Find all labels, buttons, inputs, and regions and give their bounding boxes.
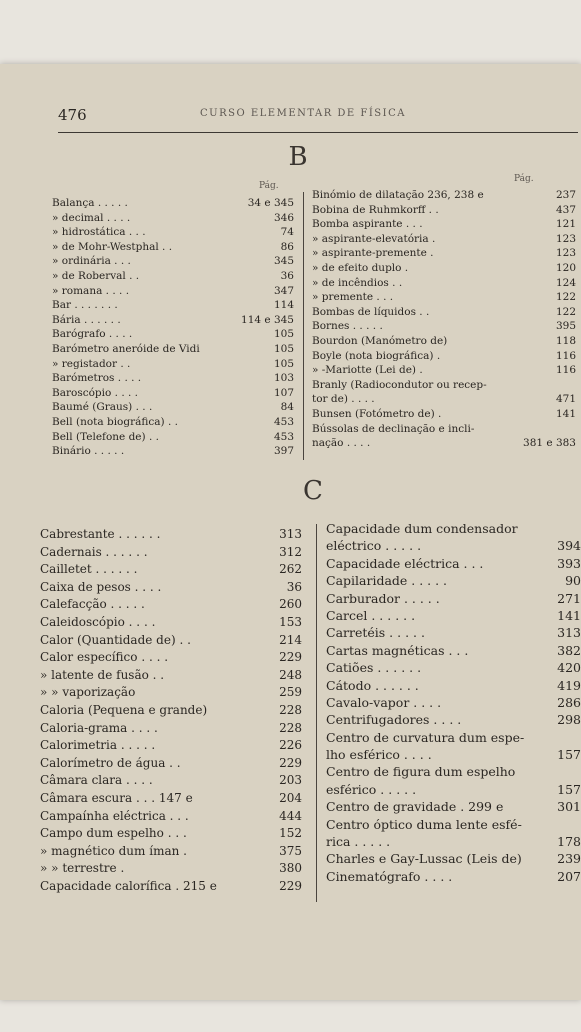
index-page-ref: 375 xyxy=(279,843,302,858)
index-term: Cailletet . . . . . . xyxy=(40,562,138,577)
index-term: Câmara clara . . . . xyxy=(40,773,153,788)
index-term: » magnético dum íman . xyxy=(40,843,187,858)
index-page-ref: 207 xyxy=(557,868,581,884)
index-page-ref: 345 xyxy=(273,255,294,268)
index-page-ref: 239 xyxy=(557,851,581,867)
index-entry xyxy=(312,363,576,378)
index-column-c-right xyxy=(326,520,581,885)
index-entry xyxy=(40,755,302,773)
index-term: Carburador . . . . . xyxy=(326,590,440,606)
index-entry xyxy=(326,781,581,798)
index-page-ref: 420 xyxy=(557,660,581,676)
index-term: » de Mohr-Westphal . . xyxy=(52,240,173,253)
index-term: Campo dum espelho . . . xyxy=(40,826,187,841)
index-term: » aspirante-premente . xyxy=(312,247,434,260)
index-entry xyxy=(312,261,576,276)
page-number: 476 xyxy=(58,106,87,124)
index-entry xyxy=(326,642,581,659)
index-entry xyxy=(326,624,581,641)
index-entry xyxy=(40,790,302,808)
index-term: Balança . . . . . xyxy=(52,197,128,209)
index-page-ref: 347 xyxy=(273,284,294,297)
index-term: Barómetro aneróide de Vidi xyxy=(52,342,200,355)
index-entry xyxy=(40,878,302,896)
index-entry xyxy=(52,415,294,430)
index-page-ref: 74 xyxy=(280,226,294,239)
index-term: » de Roberval . . xyxy=(52,269,140,282)
index-entry xyxy=(52,269,294,284)
index-entry xyxy=(52,371,294,386)
index-term: Calor específico . . . . xyxy=(40,650,169,665)
index-column-b-left xyxy=(52,196,294,459)
index-term: Bússolas de declinação e incli- xyxy=(312,422,475,435)
index-term: nação . . . . xyxy=(312,437,371,450)
index-page-ref: 346 xyxy=(273,211,294,224)
index-column-b-right xyxy=(312,188,576,451)
index-page-ref: 437 xyxy=(555,203,576,216)
index-term: » » terrestre . xyxy=(40,861,125,876)
index-page-ref: 36 xyxy=(280,269,294,282)
index-entry xyxy=(40,544,302,562)
index-page-ref: 214 xyxy=(279,632,302,647)
index-page-ref: 380 xyxy=(279,861,302,876)
index-term: esférico . . . . . xyxy=(326,781,417,797)
index-page-ref: 395 xyxy=(555,320,576,333)
index-entry xyxy=(52,400,294,415)
index-term: Campaínha eléctrica . . . xyxy=(40,808,189,823)
index-term: Cavalo-vapor . . . . xyxy=(326,694,442,710)
index-entry xyxy=(52,211,294,226)
index-term: Capacidade calorífica . 215 e xyxy=(40,878,217,893)
index-page-ref: 298 xyxy=(557,712,581,728)
index-entry xyxy=(312,436,576,451)
index-page-ref: 203 xyxy=(279,773,302,788)
index-entry xyxy=(326,590,581,607)
index-page-ref: 393 xyxy=(557,555,581,571)
index-term: » » vaporização xyxy=(40,685,136,700)
index-entry xyxy=(312,203,576,218)
index-term: Centrifugadores . . . . xyxy=(326,712,462,728)
index-entry xyxy=(326,868,581,885)
index-term: Caloria (Pequena e grande) xyxy=(40,702,208,717)
index-term: Bell (nota biográfica) . . xyxy=(52,415,178,428)
index-term: Binómio de dilatação 236, 238 e xyxy=(312,189,484,201)
index-page-ref: 271 xyxy=(557,590,581,606)
index-term: » registador . . xyxy=(52,357,131,370)
index-entry xyxy=(326,798,581,815)
index-page-ref: 105 xyxy=(273,357,294,370)
index-term: Bunsen (Fotómetro de) . xyxy=(312,407,442,420)
index-entry xyxy=(40,667,302,685)
index-entry xyxy=(40,825,302,843)
index-entry xyxy=(312,217,576,232)
index-page-ref: 397 xyxy=(273,445,294,458)
index-entry xyxy=(40,684,302,702)
index-term: Bell (Telefone de) . . xyxy=(52,430,159,443)
index-page-ref: 122 xyxy=(555,291,576,304)
index-term: Baumé (Graus) . . . xyxy=(52,401,153,414)
index-term: Bombas de líquidos . . xyxy=(312,305,430,318)
index-term: Catiões . . . . . . xyxy=(326,660,422,676)
index-term: » aspirante-elevatória . xyxy=(312,232,436,245)
index-page-ref: 84 xyxy=(280,401,294,414)
index-entry xyxy=(326,711,581,728)
index-page-ref: 382 xyxy=(557,642,581,658)
index-page-ref: 34 e 345 xyxy=(247,197,294,209)
index-term: Barógrafo . . . . xyxy=(52,328,133,341)
running-title: CURSO ELEMENTAR DE FÍSICA xyxy=(200,108,406,119)
index-entry xyxy=(40,579,302,597)
index-term: » hidrostática . . . xyxy=(52,226,146,239)
index-term: Centro de curvatura dum espe- xyxy=(326,729,525,745)
index-page-ref: 178 xyxy=(557,834,581,850)
index-entry xyxy=(312,246,576,261)
index-page-ref: 141 xyxy=(557,607,581,623)
index-entry xyxy=(40,614,302,632)
index-entry xyxy=(52,444,294,459)
index-entry xyxy=(326,677,581,694)
index-page-ref: 301 xyxy=(557,799,581,815)
index-entry xyxy=(326,520,581,537)
index-term: » de incêndios . . xyxy=(312,276,403,289)
index-entry xyxy=(52,313,294,328)
index-term: Calorimetria . . . . . xyxy=(40,738,156,753)
index-page-ref: 114 e 345 xyxy=(241,313,294,326)
index-page-ref: 226 xyxy=(279,738,302,753)
index-page-ref: 204 xyxy=(279,790,302,805)
index-page-ref: 157 xyxy=(557,747,581,763)
index-page-ref: 114 xyxy=(273,299,294,312)
index-term: » latente de fusão . . xyxy=(40,667,165,682)
index-entry xyxy=(40,526,302,544)
index-term: » premente . . . xyxy=(312,291,394,304)
index-page-ref: 248 xyxy=(279,667,302,682)
index-page-ref: 286 xyxy=(557,694,581,710)
index-entry xyxy=(312,290,576,305)
pag-label-right: Pág. xyxy=(514,174,534,184)
index-page-ref: 453 xyxy=(273,415,294,428)
index-entry xyxy=(326,607,581,624)
index-entry xyxy=(52,254,294,269)
index-page-ref: 90 xyxy=(565,573,581,589)
index-page-ref: 313 xyxy=(557,625,581,641)
index-page-ref: 124 xyxy=(555,276,576,289)
index-term: » de efeito duplo . xyxy=(312,261,409,274)
index-term: Capacidade eléctrica . . . xyxy=(326,555,484,571)
index-term: Cadernais . . . . . . xyxy=(40,544,148,559)
index-page-ref: 141 xyxy=(555,407,576,420)
index-entry xyxy=(40,720,302,738)
index-entry xyxy=(40,632,302,650)
index-page-ref: 229 xyxy=(279,878,302,893)
index-entry xyxy=(326,659,581,676)
index-entry xyxy=(52,342,294,357)
index-page-ref: 107 xyxy=(273,386,294,399)
index-page-ref: 419 xyxy=(557,677,581,693)
index-entry xyxy=(312,232,576,247)
index-term: Cartas magnéticas . . . xyxy=(326,642,469,658)
index-term: Bornes . . . . . xyxy=(312,320,383,333)
section-letter-c: C xyxy=(303,476,323,506)
index-page-ref: 121 xyxy=(555,218,576,231)
index-entry xyxy=(52,225,294,240)
index-term: rica . . . . . xyxy=(326,834,391,850)
index-entry xyxy=(326,833,581,850)
index-page-ref: 228 xyxy=(279,702,302,717)
index-page-ref: 123 xyxy=(555,247,576,260)
index-entry xyxy=(312,378,576,393)
index-entry xyxy=(40,843,302,861)
index-entry xyxy=(312,334,576,349)
index-term: Boyle (nota biográfica) . xyxy=(312,349,441,362)
index-entry xyxy=(312,349,576,364)
index-page-ref: 105 xyxy=(273,328,294,341)
index-page-ref: 86 xyxy=(280,240,294,253)
index-page-ref: 453 xyxy=(273,430,294,443)
index-page-ref: 152 xyxy=(279,826,302,841)
index-entry xyxy=(40,561,302,579)
index-term: Centro de gravidade . 299 e xyxy=(326,799,504,815)
index-term: Bobina de Ruhmkorff . . xyxy=(312,203,439,216)
index-term: Binário . . . . . xyxy=(52,445,125,458)
index-entry xyxy=(326,694,581,711)
index-page-ref: 471 xyxy=(555,393,576,406)
index-entry xyxy=(326,572,581,589)
index-term: Calefacção . . . . . xyxy=(40,597,145,612)
index-page-ref: 118 xyxy=(555,334,576,347)
index-term: Calor (Quantidade de) . . xyxy=(40,632,191,647)
index-page-ref: 36 xyxy=(286,579,302,594)
index-entry xyxy=(312,188,576,203)
index-page-ref: 444 xyxy=(279,808,302,823)
index-entry xyxy=(52,386,294,401)
index-entry xyxy=(326,746,581,763)
index-entry xyxy=(40,649,302,667)
index-page-ref: 116 xyxy=(555,364,576,377)
index-page-ref: 237 xyxy=(555,189,576,201)
index-page-ref: 122 xyxy=(555,305,576,318)
index-term: Caloria-grama . . . . xyxy=(40,720,158,735)
index-column-c-left xyxy=(40,526,302,895)
index-term: » romana . . . . xyxy=(52,284,130,297)
index-term: Bar . . . . . . . xyxy=(52,299,118,312)
index-entry xyxy=(326,763,581,780)
index-page-ref: 312 xyxy=(279,544,302,559)
index-entry xyxy=(40,808,302,826)
index-term: Caixa de pesos . . . . xyxy=(40,579,162,594)
index-entry xyxy=(312,392,576,407)
index-term: Carretéis . . . . . xyxy=(326,625,425,641)
index-term: Bária . . . . . . xyxy=(52,313,121,326)
index-entry xyxy=(40,702,302,720)
index-term: Cátodo . . . . . . xyxy=(326,677,419,693)
index-term: Calorímetro de água . . xyxy=(40,755,181,770)
index-page-ref: 228 xyxy=(279,720,302,735)
index-entry xyxy=(52,196,294,211)
index-page-ref: 259 xyxy=(279,685,302,700)
index-term: » -Mariotte (Lei de) . xyxy=(312,364,423,377)
index-term: Branly (Radiocondutor ou recep- xyxy=(312,378,487,391)
index-page-ref: 313 xyxy=(279,527,302,541)
pag-label-left: Pág. xyxy=(259,181,279,191)
index-page-ref: 229 xyxy=(279,650,302,665)
column-divider xyxy=(303,192,304,460)
index-entry xyxy=(52,357,294,372)
index-term: » decimal . . . . xyxy=(52,211,131,224)
index-entry xyxy=(326,816,581,833)
index-term: Capacidade dum condensador xyxy=(326,521,518,536)
index-entry xyxy=(52,240,294,255)
index-entry xyxy=(312,407,576,422)
index-entry xyxy=(52,298,294,313)
index-entry xyxy=(326,850,581,867)
index-entry xyxy=(40,860,302,878)
index-term: Baroscópio . . . . xyxy=(52,386,139,399)
index-term: Centro óptico duma lente esfé- xyxy=(326,816,522,832)
index-term: Câmara escura . . . 147 e xyxy=(40,790,193,805)
index-term: Bourdon (Manómetro de) xyxy=(312,334,448,347)
index-page-ref: 229 xyxy=(279,755,302,770)
index-page-ref: 381 e 383 xyxy=(523,437,576,450)
index-entry xyxy=(326,555,581,572)
index-page-ref: 105 xyxy=(273,342,294,355)
index-page-ref: 120 xyxy=(555,261,576,274)
index-entry xyxy=(312,305,576,320)
index-term: Barómetros . . . . xyxy=(52,372,142,385)
index-entry xyxy=(40,596,302,614)
index-entry xyxy=(40,772,302,790)
index-term: lho esférico . . . . xyxy=(326,747,432,763)
index-page-ref: 153 xyxy=(279,614,302,629)
column-divider xyxy=(316,524,317,902)
index-entry xyxy=(52,327,294,342)
index-term: Cinematógrafo . . . . xyxy=(326,868,453,884)
index-term: tor de) . . . . xyxy=(312,393,375,406)
index-term: Capilaridade . . . . . xyxy=(326,573,448,589)
index-entry xyxy=(312,319,576,334)
index-page-ref: 123 xyxy=(555,232,576,245)
index-entry xyxy=(312,276,576,291)
book-page xyxy=(0,64,581,1000)
index-entry xyxy=(326,537,581,554)
index-entry xyxy=(52,430,294,445)
page-header xyxy=(58,102,578,133)
index-term: Caleidoscópio . . . . xyxy=(40,614,156,629)
index-term: Bomba aspirante . . . xyxy=(312,218,423,231)
index-page-ref: 262 xyxy=(279,562,302,577)
index-entry xyxy=(40,737,302,755)
index-page-ref: 260 xyxy=(279,597,302,612)
index-entry xyxy=(326,729,581,746)
index-page-ref: 116 xyxy=(555,349,576,362)
index-page-ref: 103 xyxy=(273,372,294,385)
index-term: eléctrico . . . . . xyxy=(326,538,422,554)
index-term: Cabrestante . . . . . . xyxy=(40,527,161,541)
index-term: Carcel . . . . . . xyxy=(326,607,416,623)
index-term: Charles e Gay-Lussac (Leis de) xyxy=(326,851,522,867)
index-term: Centro de figura dum espelho xyxy=(326,764,516,780)
section-letter-b: B xyxy=(288,142,308,172)
index-page-ref: 157 xyxy=(557,781,581,797)
index-page-ref: 394 xyxy=(557,538,581,554)
index-entry xyxy=(52,284,294,299)
index-entry xyxy=(312,422,576,437)
index-term: » ordinária . . . xyxy=(52,255,131,268)
